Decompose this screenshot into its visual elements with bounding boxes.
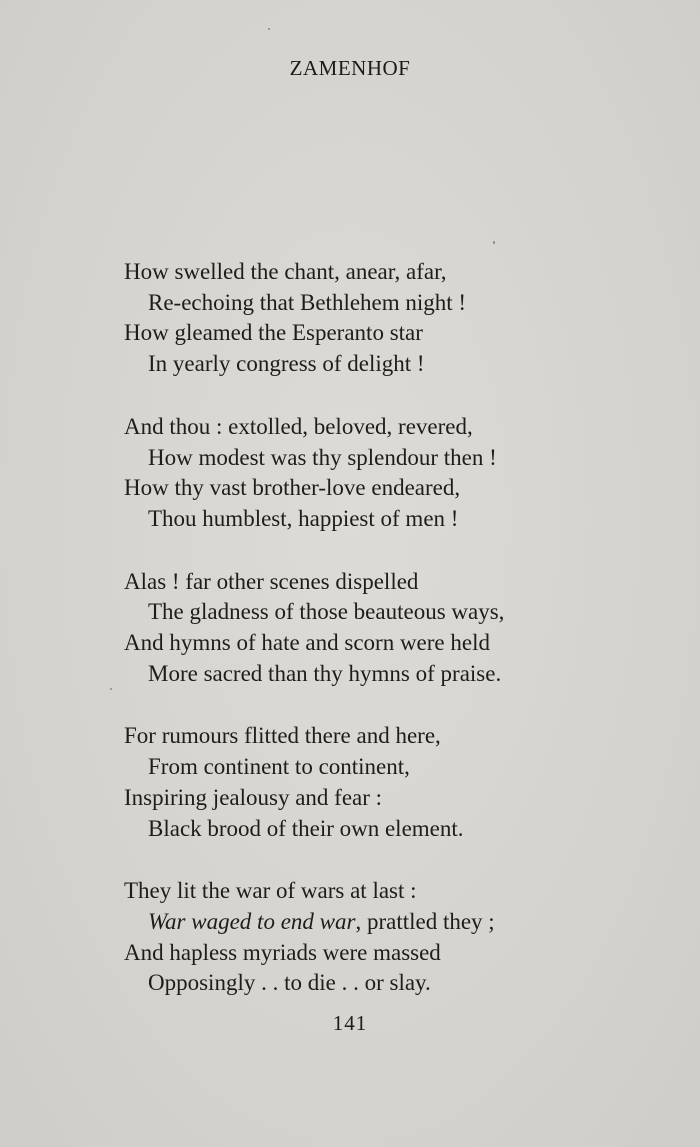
verse-line: Thou humblest, happiest of men ! <box>148 505 459 531</box>
verse-line: How thy vast brother-love endeared, <box>124 475 461 501</box>
verse-line: How swelled the chant, anear, afar, <box>124 259 447 284</box>
verse-line: And thou : extolled, beloved, revered, <box>124 413 473 439</box>
page-number: 141 <box>332 1011 368 1035</box>
verse-line: How gleamed the Esperanto star <box>124 320 423 346</box>
paper-speck <box>110 688 112 690</box>
stanza-1 <box>124 257 644 380</box>
paper-speck <box>268 28 270 30</box>
verse-line: And hymns of hate and scorn were held <box>124 630 490 656</box>
verse-line-rest: , prattled they ; <box>355 908 495 934</box>
verse-line: Black brood of their own element. <box>148 815 464 841</box>
verse-line: For rumours flitted there and here, <box>124 723 441 749</box>
verse-line: From continent to continent, <box>148 754 410 780</box>
stanza-3 <box>124 567 644 690</box>
verse-line: Re-echoing that Bethlehem night ! <box>148 289 467 315</box>
verse-line: How modest was thy splendour then ! <box>148 444 497 470</box>
verse-line <box>124 907 644 938</box>
poem-body <box>124 257 644 1031</box>
verse-line: Inspiring jealousy and fear : <box>124 784 383 810</box>
verse-line: And hapless myriads were massed <box>124 939 441 965</box>
verse-line: Opposingly . . to die . . or slay. <box>148 970 431 996</box>
verse-line: In yearly congress of delight ! <box>148 351 425 377</box>
verse-line: Alas ! far other scenes dispelled <box>124 568 419 594</box>
running-head: ZAMENHOF <box>289 56 411 80</box>
stanza-4 <box>124 721 644 844</box>
stanza-2 <box>124 412 644 535</box>
paper-speck <box>493 241 495 244</box>
stanza-5 <box>124 876 644 999</box>
verse-line: More sacred than thy hymns of praise. <box>148 660 502 686</box>
verse-italic-phrase: War waged to end war <box>148 908 356 934</box>
verse-line: The gladness of those beauteous ways, <box>148 599 505 625</box>
verse-line: They lit the war of wars at last : <box>124 878 417 904</box>
